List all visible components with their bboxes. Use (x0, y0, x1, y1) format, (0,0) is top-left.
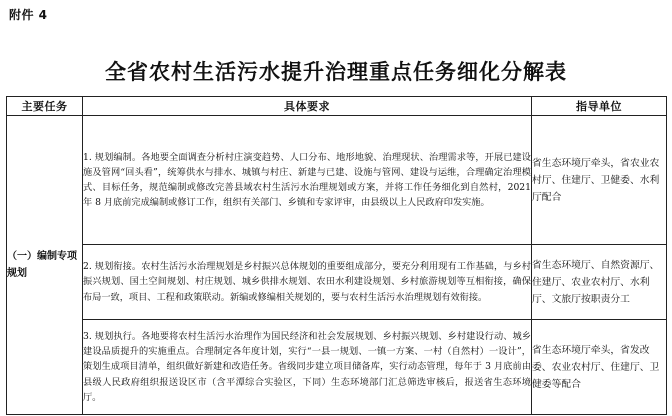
table-header-row (7, 97, 667, 116)
table-row (7, 245, 667, 320)
document-title: 全省农村生活污水提升治理重点任务细化分解表 (105, 60, 567, 84)
table-row (7, 116, 667, 245)
task-breakdown-table (6, 96, 667, 415)
guiding-unit-cell: 省生态环境厅牵头，省农业农村厅、住建厅、卫健委、水利厅配合 (532, 116, 667, 245)
table-row (7, 320, 667, 415)
attachment-label: 附件 4 (9, 8, 48, 22)
requirement-cell: 2. 规划衔接。农村生活污水治理规划是乡村振兴总体规划的重要组成部分，要充分利用现有工作基础，与乡村振兴规划、国土空间规划、村庄规划、城乡供排水规划、农田水利建设规划、乡村旅游规划等互相衔接，确保布局一致，项目、工程和政策联动。新编或修编相关规划的，要与农村生活污水治理规划有效衔接。 (83, 245, 532, 320)
requirement-cell: 3. 规划执行。各地要将农村生活污水治理作为国民经济和社会发展规划、乡村振兴规划、乡村建设行动、城乡建设品质提升的实施重点。合理制定各年度计划，实行“一县一规划、一镇一方案、一村（自然村）一设计”，策划生成项目清单，组织做好新建和改造任务。省级同步建立项目储备库，实行动态管理，每年于 3 月底前由县级人民政府组织报送设区市（含平潭综合实验区，下同）生态环境部门汇总筛选审核后，报送省生态环境厅。 (83, 320, 532, 415)
column-header-guiding-units: 指导单位 (532, 97, 667, 116)
guiding-unit-cell: 省生态环境厅、自然资源厅、住建厅、农业农村厅、水利厅、文旅厅按职责分工 (532, 245, 667, 320)
column-header-main-task: 主要任务 (7, 97, 83, 116)
guiding-unit-cell: 省生态环境厅牵头，省发改委、农业农村厅、住建厅、卫健委等配合 (532, 320, 667, 415)
column-header-requirements: 具体要求 (83, 97, 532, 116)
requirement-cell: 1. 规划编制。各地要全面调查分析村庄演变趋势、人口分布、地形地貌、治理现状、治理需求等，开展已建设施及管网“回头看”，统筹供水与排水、城镇与村庄、新建与已建、设施与管网、建设与运维，合理确定治理模式、目标任务，规范编制或修改完善县域农村生活污水治理规划或方案，并将工作任务细化到自然村，2021 年 8 月底前完成编制或修订工作，组织有关部门、乡镇和专家评审，由县级以上人民政府印发实施。 (83, 116, 532, 245)
main-task-cell: （一）编制专项规划 (7, 116, 83, 415)
